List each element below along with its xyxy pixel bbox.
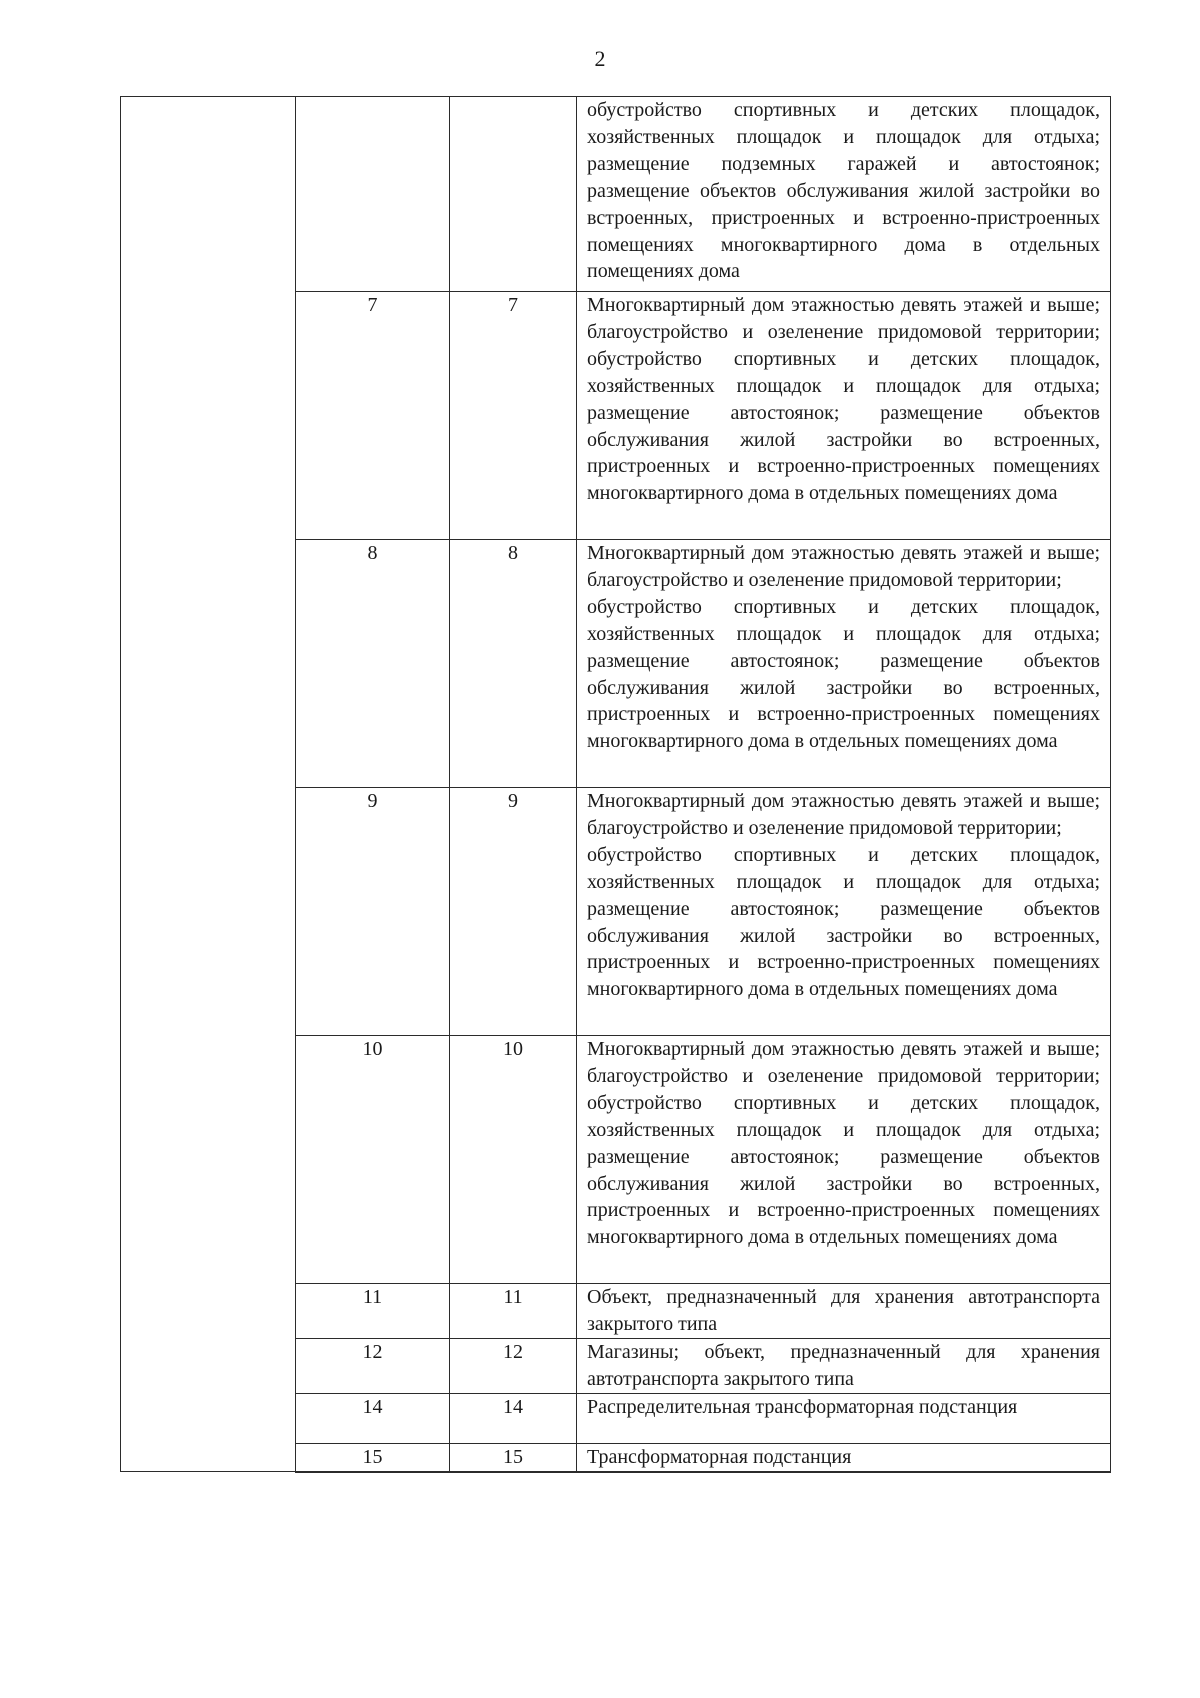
- zoning-table: [120, 96, 1111, 1473]
- table-cell-col2: 9: [296, 788, 450, 1036]
- table-cell-description: обустройство спортивных и детских площадок, хозяйственных площадок и площадок для отдыха; размещение подземных гаражей и автостоянок; размещение объектов обслуживания жилой застройки во встроенных, пристроенных и встроенно-пристроенных помещениях многоквартирного дома в отдельных помещениях дома: [577, 97, 1111, 292]
- table-cell-description: Распределительная трансформаторная подстанция: [577, 1393, 1111, 1443]
- table-cell-col3: 14: [450, 1393, 577, 1443]
- table-cell-col2: 12: [296, 1338, 450, 1393]
- table-cell-description: Магазины; объект, предназначенный для хранения автотранспорта закрытого типа: [577, 1338, 1111, 1393]
- table-cell-col3: 10: [450, 1036, 577, 1284]
- table-cell-col3: [450, 97, 577, 292]
- table-cell-col2: 10: [296, 1036, 450, 1284]
- table-cell-col2: 11: [296, 1284, 450, 1339]
- table-cell-col3: 15: [450, 1443, 577, 1471]
- table-cell-col2: [296, 97, 450, 292]
- table-row: [121, 97, 1111, 292]
- table-cell-description: [577, 788, 1111, 1036]
- description-line: обустройство спортивных и детских площадок, хозяйственных площадок и площадок для отдыха; размещение автостоянок; размещение объектов обслуживания жилой застройки во встроенных, пристроенных и встроенно-пристроенных помещениях многоквартирного дома в отдельных помещениях дома: [587, 843, 1100, 1001]
- description-line: Многоквартирный дом этажностью девять этажей и выше; благоустройство и озеленение придомовой территории;: [587, 542, 1100, 591]
- table-cell-description: Многоквартирный дом этажностью девять этажей и выше; благоустройство и озеленение придомовой территории; обустройство спортивных и детских площадок, хозяйственных площадок и площадок для отдыха; размещение автостоянок; размещение объектов обслуживания жилой застройки во встроенных, пристроенных и встроенно-пристроенных помещениях многоквартирного дома в отдельных помещениях дома: [577, 1036, 1111, 1284]
- table-cell-col3: 9: [450, 788, 577, 1036]
- table-cell-col3: 8: [450, 540, 577, 788]
- table-cell-description: Трансформаторная подстанция: [577, 1443, 1111, 1471]
- table-cell-description: Многоквартирный дом этажностью девять этажей и выше; благоустройство и озеленение придомовой территории; обустройство спортивных и детских площадок, хозяйственных площадок и площадок для отдыха; размещение автостоянок; размещение объектов обслуживания жилой застройки во встроенных, пристроенных и встроенно-пристроенных помещениях многоквартирного дома в отдельных помещениях дома: [577, 292, 1111, 540]
- table-cell-description: Объект, предназначенный для хранения автотранспорта закрытого типа: [577, 1284, 1111, 1339]
- table-cell-left-empty: [121, 97, 296, 1472]
- table-cell-col2: 8: [296, 540, 450, 788]
- description-line: Многоквартирный дом этажностью девять этажей и выше; благоустройство и озеленение придомовой территории;: [587, 790, 1100, 839]
- description-line: обустройство спортивных и детских площадок, хозяйственных площадок и площадок для отдыха; размещение автостоянок; размещение объектов обслуживания жилой застройки во встроенных, пристроенных и встроенно-пристроенных помещениях многоквартирного дома в отдельных помещениях дома: [587, 595, 1100, 753]
- table-cell-col2: 15: [296, 1443, 450, 1471]
- table-cell-description: [577, 540, 1111, 788]
- table-cell-col3: 7: [450, 292, 577, 540]
- table-cell-col2: 14: [296, 1393, 450, 1443]
- table-cell-col2: 7: [296, 292, 450, 540]
- table-cell-col3: 11: [450, 1284, 577, 1339]
- table-cell-col3: 12: [450, 1338, 577, 1393]
- page-number: 2: [594, 46, 606, 71]
